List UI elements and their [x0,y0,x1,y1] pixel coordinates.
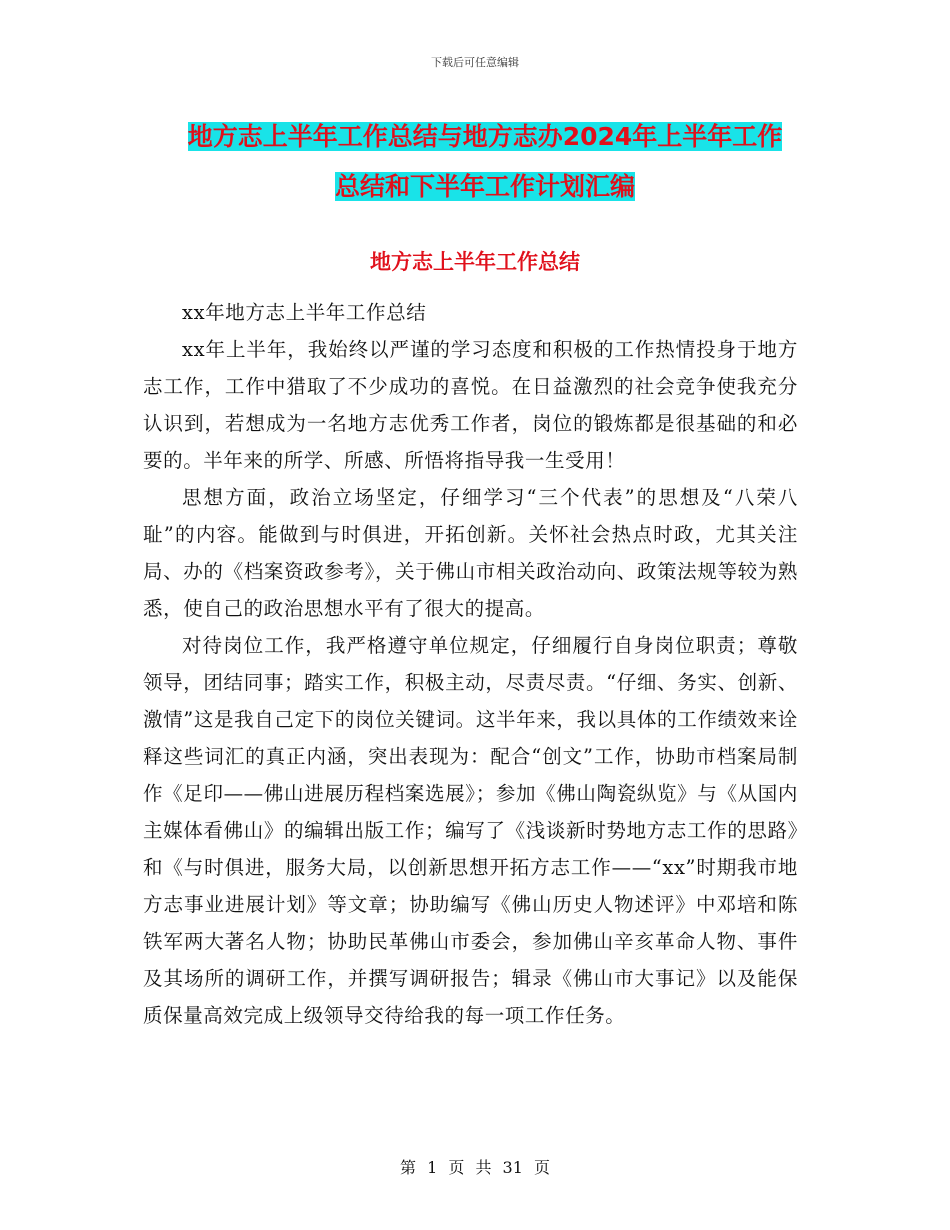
paragraph: 对待岗位工作，我严格遵守单位规定，仔细履行自身岗位职责；尊敬领导，团结同事；踏实工作，积极主动，尽责尽责。“仔细、务实、创新、激情”这是我自己定下的岗位关键词。这半年来，我以具体的工作绩效来诠释这些词汇的真正内涵，突出表现为：配合“创文”工作，协助市档案局制作《足印——佛山进展历程档案选展》；参加《佛山陶瓷纵览》与《从国内主媒体看佛山》的编辑出版工作；编写了《浅谈新时势地方志工作的思路》和《与时俱进，服务大局，以创新思想开拓方志工作——“xx”时期我市地方志事业进展计划》等文章；协助编写《佛山历史人物述评》中邓培和陈铁军两大著名人物；协助民革佛山市委会，参加佛山辛亥革命人物、事件及其场所的调研工作，并撰写调研报告；辑录《佛山市大事记》以及能保质保量高效完成上级领导交待给我的每一项工作任务。 [143,634,798,1027]
paragraph-subtitle: xx年地方志上半年工作总结 [182,301,427,324]
title-line-2: 总结和下半年工作计划汇编 [334,172,635,201]
paragraph: 思想方面，政治立场坚定，仔细学习“三个代表”的思想及“八荣八耻”的内容。能做到与时俱进，开拓创新。关怀社会热点时政，尤其关注局、办的《档案资政参考》，关于佛山市相关政治动向、政策法规等较为熟悉，使自己的政治思想水平有了很大的提高。 [143,486,798,620]
document-title [145,112,825,212]
body-text [143,294,798,1034]
header-note: 下载后可任意编辑 [431,56,519,69]
section-title: 地方志上半年工作总结 [370,250,580,274]
title-line-1: 地方志上半年工作总结与地方志办2024年上半年工作 [187,122,783,151]
page-footer: 第 1 页 共 31 页 [400,1158,550,1177]
paragraph: xx年上半年，我始终以严谨的学习态度和积极的工作热情投身于地方志工作，工作中猎取了不少成功的喜悦。在日益激烈的社会竞争使我充分认识到，若想成为一名地方志优秀工作者，岗位的锻炼都是很基础的和必要的。半年来的所学、所感、所悟将指导我一生受用！ [143,338,798,472]
